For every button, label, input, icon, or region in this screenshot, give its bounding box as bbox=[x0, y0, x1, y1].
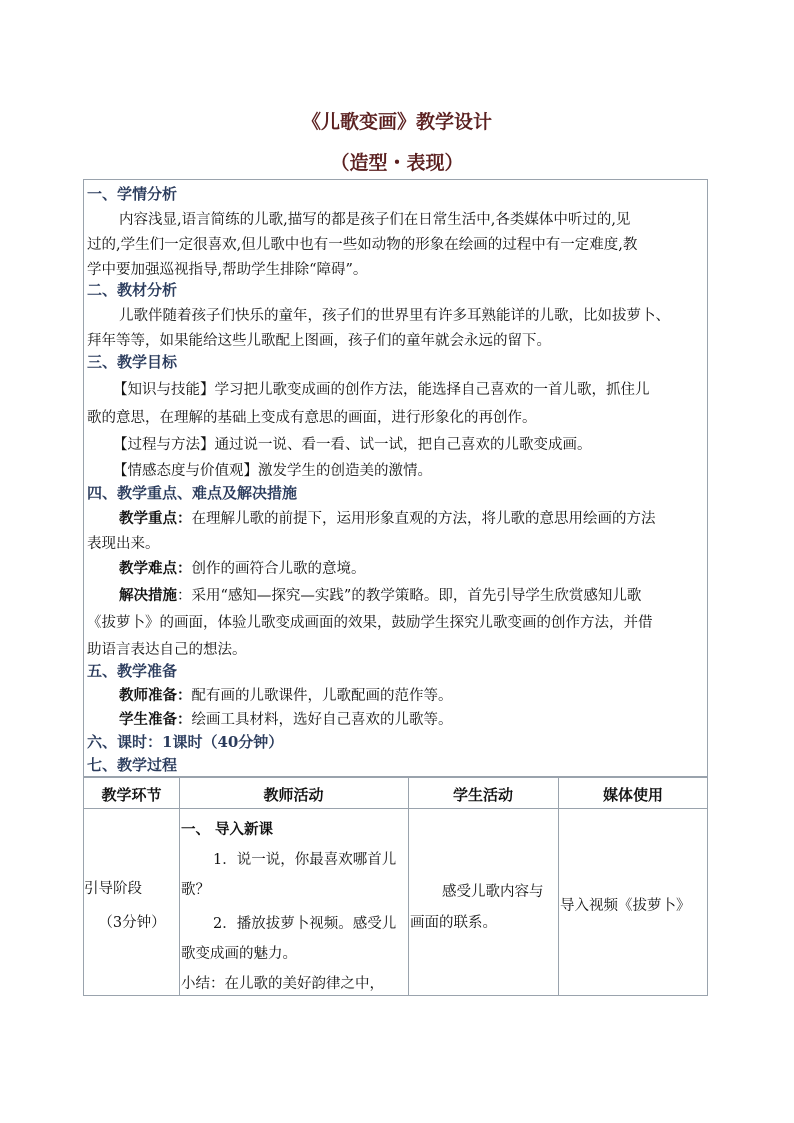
media-usage: 导入视频《拔萝卜》 bbox=[560, 898, 691, 914]
goal-knowledge-line-2: 歌的意思，在理解的基础上变成有意思的画面，进行形象化的再创作。 bbox=[87, 410, 537, 426]
goal-knowledge-text: 学习把儿歌变成画的创作方法，能选择自己喜欢的一首儿歌，抓住儿 bbox=[214, 382, 650, 398]
column-divider-2 bbox=[408, 778, 409, 995]
header-student-activity: 学生活动 bbox=[452, 786, 513, 804]
goal-knowledge-label: 【知识与技能】 bbox=[113, 382, 215, 398]
key-point-label: 教学重点： bbox=[119, 510, 192, 527]
teacher-prep bbox=[87, 684, 703, 705]
section-4-heading: 四、教学重点、难点及解决措施 bbox=[87, 484, 298, 502]
teacher-activity-line-1: 1．说一说，你最喜欢哪首儿 bbox=[213, 852, 397, 868]
difficult-point bbox=[87, 557, 703, 578]
header-teacher-activity: 教师活动 bbox=[263, 786, 324, 804]
goal-process bbox=[87, 433, 703, 454]
solution-line-2: 《拔萝卜》的画面，体验儿歌变成画面的效果，鼓励学生探究儿歌变画的创作方法，并借 bbox=[87, 615, 653, 631]
teacher-activity-line-3: 2．播放拔萝卜视频。感受儿 bbox=[213, 916, 397, 932]
key-point-text: 在理解儿歌的前提下，运用形象直观的方法，将儿歌的意思用绘画的方法 bbox=[191, 511, 656, 527]
section-6-heading: 六、课时：1课时（40分钟） bbox=[87, 733, 284, 751]
goal-attitude bbox=[87, 459, 703, 480]
solution-line-3: 助语言表达自己的想法。 bbox=[87, 642, 247, 658]
goal-knowledge bbox=[87, 378, 703, 399]
column-divider-3 bbox=[558, 778, 559, 995]
stage-duration: （3分钟） bbox=[98, 915, 166, 931]
teacher-activity-line-2: 歌？ bbox=[181, 882, 210, 898]
header-stage: 教学环节 bbox=[101, 786, 162, 804]
section-2-line-2: 拜年等等，如果能给这些儿歌配上图画，孩子们的童年就会永远的留下。 bbox=[87, 333, 551, 349]
stage-name: 引导阶段 bbox=[84, 881, 142, 897]
section-1-line-1: 内容浅显,语言简练的儿歌,描写的都是孩子们在日常生活中,各类媒体中听过的,见 bbox=[119, 212, 631, 228]
teacher-prep-text: 配有画的儿歌课件，儿歌配画的范作等。 bbox=[191, 688, 453, 704]
section-7-heading: 七、教学过程 bbox=[87, 756, 178, 774]
teacher-activity-line-4: 歌变成画的魅力。 bbox=[181, 946, 297, 962]
student-prep bbox=[87, 708, 703, 729]
student-activity-line-1: 感受儿歌内容与 bbox=[442, 884, 544, 900]
goal-attitude-text: 激发学生的创造美的激情。 bbox=[258, 463, 432, 479]
page-subtitle: （造型・表现） bbox=[330, 152, 464, 174]
key-point bbox=[87, 507, 703, 528]
key-point-line-2: 表现出来。 bbox=[87, 536, 160, 552]
page-title: 《儿歌变画》教学设计 bbox=[301, 111, 492, 133]
student-prep-label: 学生准备： bbox=[119, 711, 192, 728]
header-media: 媒体使用 bbox=[602, 786, 663, 804]
goal-process-text: 通过说一说、看一看、试一试，把自己喜欢的儿歌变成画。 bbox=[214, 437, 592, 453]
teacher-prep-label: 教师准备： bbox=[119, 687, 192, 704]
solution-text: ：采用“感知—探究—实践”的教学策略。即，首先引导学生欣赏感知儿歌 bbox=[177, 588, 642, 604]
section-1-line-2: 过的,学生们一定很喜欢,但儿歌中也有一些如动物的形象在绘画的过程中有一定难度,教 bbox=[87, 237, 638, 253]
section-3-heading: 三、教学目标 bbox=[87, 353, 178, 371]
section-1-heading: 一、学情分析 bbox=[87, 185, 178, 203]
teacher-activity-title: 一、 导入新课 bbox=[181, 821, 274, 838]
solution bbox=[87, 584, 703, 605]
section-1-line-3: 学中要加强巡视指导,帮助学生排除“障碍”。 bbox=[87, 262, 368, 278]
column-divider-1 bbox=[179, 778, 180, 995]
process-table bbox=[83, 777, 708, 996]
section-2-line-1: 儿歌伴随着孩子们快乐的童年，孩子们的世界里有许多耳熟能详的儿歌，比如拔萝卜、 bbox=[119, 308, 670, 324]
teacher-activity-line-5: 小结：在儿歌的美好韵律之中， bbox=[181, 976, 384, 992]
student-activity-line-2: 画面的联系。 bbox=[410, 915, 497, 931]
goal-process-label: 【过程与方法】 bbox=[113, 437, 215, 453]
section-2-heading: 二、教材分析 bbox=[87, 281, 178, 299]
section-5-heading: 五、教学准备 bbox=[87, 662, 178, 680]
goal-attitude-label: 【情感态度与价值观】 bbox=[113, 463, 258, 479]
difficult-point-text: 创作的画符合儿歌的意境。 bbox=[191, 561, 366, 577]
student-prep-text: 绘画工具材料，选好自己喜欢的儿歌等。 bbox=[191, 712, 453, 728]
difficult-point-label: 教学难点： bbox=[119, 560, 192, 577]
header-divider bbox=[84, 808, 707, 809]
solution-label: 解决措施 bbox=[119, 587, 177, 604]
content-box bbox=[83, 179, 708, 777]
